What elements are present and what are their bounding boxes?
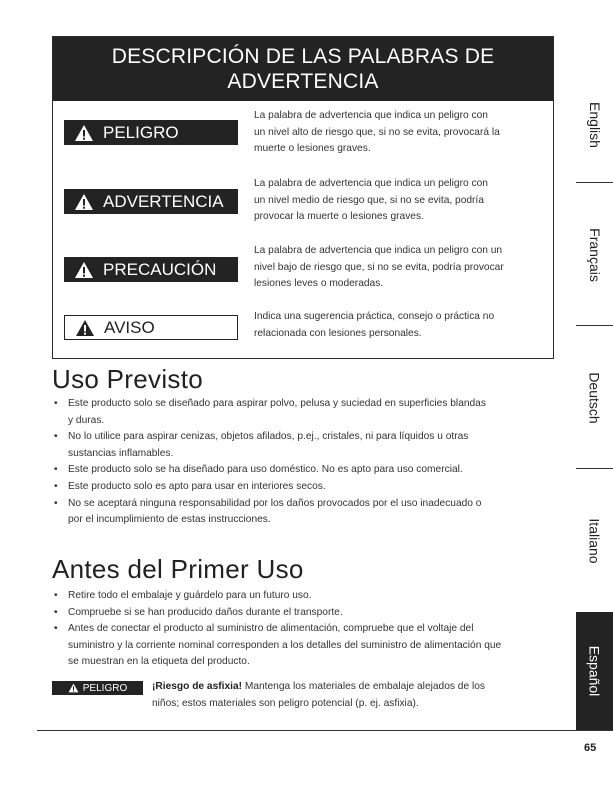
list-item-line: Retire todo el embalaje y guárdelo para un futuro uso. (68, 590, 312, 601)
desc-line: La palabra de advertencia que indica un peligro con (254, 178, 488, 189)
list-item (52, 496, 562, 529)
signal-words-box (52, 36, 554, 359)
badge-label: PRECAUCIÓN (103, 259, 217, 279)
list-item-line: Antes de conectar el producto al suministro de alimentación, compruebe que el voltaje del (68, 623, 474, 635)
desc-line: provocar la muerte o lesiones graves. (254, 211, 424, 222)
desc-line: La palabra de advertencia que indica un peligro con un (254, 245, 503, 256)
bullet-dot: • (54, 497, 58, 509)
bullet-dot: • (54, 398, 58, 409)
inline-warning-text (152, 679, 547, 712)
list-item-line: No lo utilice para aspirar cenizas, objetos afilados, p.ej., cristales, ni para líquidos u otras (68, 431, 469, 443)
list-item-line: se muestran en la etiqueta del producto. (68, 656, 250, 668)
list-item-line: Este producto solo se diseñado para aspirar polvo, pelusa y suciedad en superficies blandas (68, 398, 486, 409)
bullet-dot: • (54, 480, 58, 492)
badge-label: PELIGRO (82, 682, 128, 694)
tab-divider (576, 182, 613, 183)
badge-aviso (64, 315, 238, 340)
badge-precaucion (64, 257, 238, 282)
warning-text: niños; estos materiales son peligro potencial (p. ej. asfixia). (152, 697, 419, 709)
list-item (52, 462, 562, 479)
list-item-line: y duras. (68, 414, 105, 426)
list-item-line: Este producto solo se ha diseñado para uso doméstico. No es apto para uso comercial. (68, 464, 463, 476)
signal-words-header (53, 37, 553, 101)
desc-line: relacionada con lesiones personales. (254, 327, 422, 339)
list-item-line: suministro y la corriente nominal corresponden a los detalles del suministro de alimentación que (68, 639, 502, 651)
list-item (52, 429, 562, 462)
badge-peligro-small (52, 681, 143, 695)
warning-bold-text: ¡Riesgo de asfixia! (152, 681, 243, 692)
warning-text: Mantenga los materiales de embalaje alejados de los (242, 681, 485, 692)
lang-tab-francais[interactable] (576, 190, 613, 320)
lang-tab-label: English (586, 102, 603, 148)
lang-tab-label: Deutsch (586, 372, 603, 424)
lang-tab-english[interactable] (576, 70, 613, 180)
warning-triangle-icon (75, 319, 95, 337)
section-title-uso-previsto: Uso Previsto (52, 364, 203, 394)
warning-triangle-icon (74, 193, 94, 211)
desc-line: un nivel medio de riesgo que, si no se evita, podría (254, 194, 484, 206)
page-number: 65 (584, 742, 597, 754)
lang-tab-espanol[interactable] (576, 612, 613, 730)
tab-divider (576, 468, 613, 469)
signal-words-header-line1: DESCRIPCIÓN DE LAS PALABRAS DE (111, 45, 495, 68)
warning-triangle-icon (74, 124, 94, 142)
signal-desc-aviso (254, 309, 544, 342)
desc-line: La palabra de advertencia que indica un peligro con (254, 110, 488, 121)
desc-line: nivel bajo de riesgo que, si no se evita, podría provocar (254, 261, 504, 273)
desc-line: Indica una sugerencia práctica, consejo o práctica no (254, 311, 495, 322)
signal-words-header-line2: ADVERTENCIA (227, 70, 379, 93)
desc-line: lesiones leves o moderadas. (254, 278, 384, 289)
badge-advertencia (64, 189, 238, 214)
warning-triangle-icon (74, 261, 94, 279)
bullet-dot: • (54, 431, 58, 443)
list-item (52, 479, 562, 496)
lang-tab-italiano[interactable] (576, 476, 613, 606)
list-item-line: Compruebe si se han producido daños durante el transporte. (68, 606, 343, 618)
badge-peligro (64, 120, 238, 145)
bullet-dot: • (54, 623, 58, 635)
signal-desc-advertencia (254, 176, 544, 226)
lang-tab-label: Italiano (586, 518, 603, 564)
bullet-dot: • (54, 606, 58, 618)
list-item-line: No se aceptará ninguna responsabilidad por los daños provocados por el uso inadecuado o (68, 497, 482, 509)
section-title-antes-primer-uso: Antes del Primer Uso (52, 554, 304, 584)
list-item (52, 621, 562, 671)
bottom-rule (37, 730, 613, 731)
list-item-line: por el incumplimiento de estas instrucciones. (68, 514, 271, 526)
uso-previsto-list (52, 396, 562, 529)
desc-line: un nivel alto de riesgo que, si no se evita, provocará la (254, 126, 500, 138)
bullet-dot: • (54, 464, 58, 476)
signal-desc-peligro (254, 108, 544, 158)
desc-line: muerte o lesiones graves. (254, 143, 371, 154)
lang-tab-label: Español (586, 645, 603, 697)
bullet-dot: • (54, 590, 58, 601)
badge-label: PELIGRO (103, 122, 179, 142)
signal-desc-precaucion (254, 243, 544, 293)
tab-divider (576, 325, 613, 326)
list-item (52, 605, 562, 622)
list-item-line: sustancias inflamables. (68, 447, 174, 459)
lang-tab-deutsch[interactable] (576, 333, 613, 463)
badge-label: AVISO (104, 317, 155, 337)
lang-tab-label: Français (586, 228, 603, 282)
list-item-line: Este producto solo es apto para usar en interiores secos. (68, 480, 326, 492)
badge-label: ADVERTENCIA (103, 191, 224, 211)
list-item (52, 396, 562, 429)
warning-triangle-icon (68, 683, 79, 693)
list-item (52, 588, 562, 605)
antes-primer-uso-list (52, 588, 562, 671)
